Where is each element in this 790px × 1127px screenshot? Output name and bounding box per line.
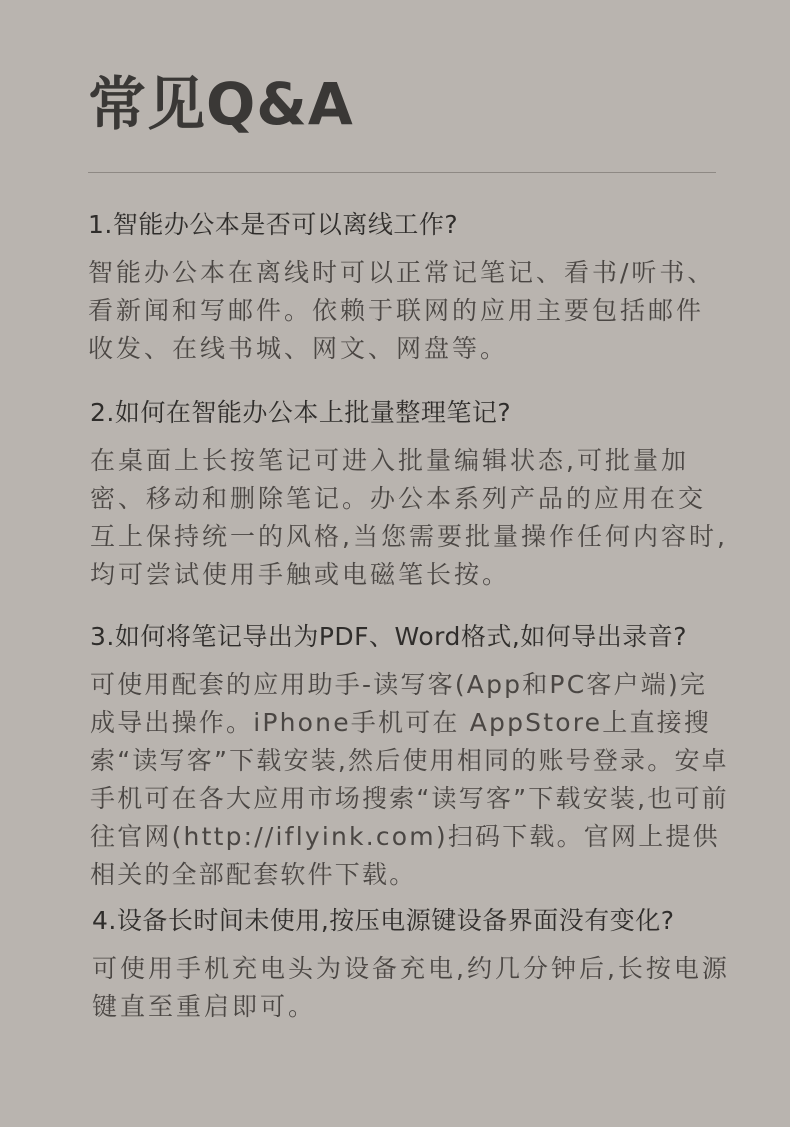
question-4: 4.设备长时间未使用,按压电源键设备界面没有变化? — [92, 906, 675, 935]
question-2: 2.如何在智能办公本上批量整理笔记? — [90, 398, 512, 427]
qa-item-2 — [90, 396, 730, 594]
qa-item-4 — [92, 904, 732, 1026]
answer-2: 在桌面上长按笔记可进入批量编辑状态,可批量加密、移动和删除笔记。办公本系列产品的应用在交互上保持统一的风格,当您需要批量操作任何内容时,均可尝试使用手触或电磁笔长按。 — [90, 446, 728, 589]
page-title: 常见Q&A — [88, 70, 354, 138]
qa-item-3 — [90, 620, 730, 894]
answer-1: 智能办公本在离线时可以正常记笔记、看书/听书、看新闻和写邮件。依赖于联网的应用主要包括邮件收发、在线书城、网文、网盘等。 — [88, 258, 716, 363]
answer-3: 可使用配套的应用助手-读写客(App和PC客户端)完成导出操作。iPhone手机可在 AppStore上直接搜索“读写客”下载安装,然后使用相同的账号登录。安卓手机可在各大应用市场搜索“读写客”下载安装,也可前往官网(http://iflyink.com)扫码下载。官网上提供相关的全部配套软件下载。 — [90, 670, 729, 889]
question-3: 3.如何将笔记导出为PDF、Word格式,如何导出录音? — [90, 622, 688, 651]
qa-item-1 — [88, 208, 728, 368]
title-divider — [88, 172, 716, 173]
question-1: 1.智能办公本是否可以离线工作? — [88, 210, 459, 239]
answer-4: 可使用手机充电头为设备充电,约几分钟后,长按电源键直至重启即可。 — [92, 954, 730, 1021]
